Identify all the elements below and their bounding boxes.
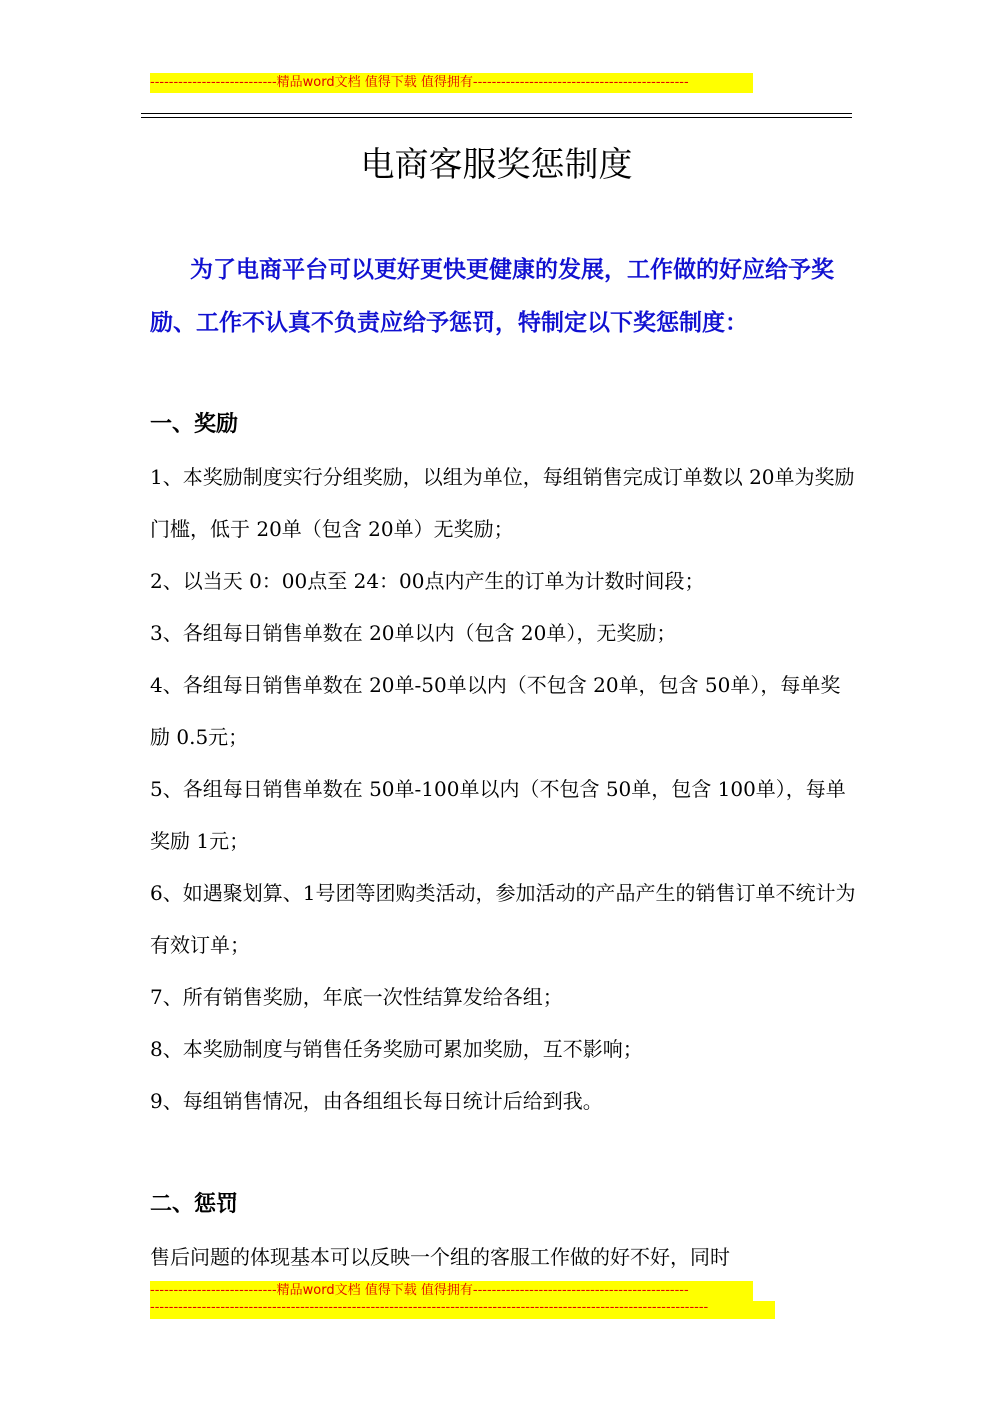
header-banner: ---------------------------精品word文档 值得下载 值得拥有----------------------------------------------	[150, 73, 753, 93]
reward-item: 3、各组每日销售单数在 20单以内（包含 20单），无奖励；	[150, 621, 677, 645]
reward-item: 7、所有销售奖励，年底一次性结算发给各组；	[150, 985, 563, 1009]
reward-item: 5、各组每日销售单数在 50单-100单以内（不包含 50单，包含 100单），每单奖励 1元；	[150, 777, 846, 853]
footer-banner: ---------------------------精品word文档 值得下载 值得拥有----------------------------------------------	[150, 1281, 753, 1301]
reward-heading: 一、奖励	[150, 411, 239, 437]
punish-paragraph: 售后问题的体现基本可以反映一个组的客服工作做的好不好，同时	[150, 1245, 730, 1269]
reward-items	[150, 451, 858, 1127]
header-rule-top	[141, 113, 852, 114]
footer-dash-line: -----------------------------------------------------------------------------------------------------------------------	[150, 1301, 775, 1319]
reward-item: 1、本奖励制度实行分组奖励，以组为单位，每组销售完成订单数以 20单为奖励门槛，低于 20单（包含 20单）无奖励；	[150, 465, 855, 541]
reward-item: 2、以当天 0：00点至 24：00点内产生的订单为计数时间段；	[150, 569, 705, 593]
header-rule-bottom	[141, 117, 852, 118]
punish-heading: 二、惩罚	[150, 1191, 239, 1217]
reward-item: 4、各组每日销售单数在 20单-50单以内（不包含 20单，包含 50单），每单奖励 0.5元；	[150, 673, 841, 749]
reward-item: 6、如遇聚划算、1号团等团购类活动，参加活动的产品产生的销售订单不统计为有效订单；	[150, 881, 856, 957]
reward-item: 9、每组销售情况，由各组组长每日统计后给到我。	[150, 1089, 603, 1113]
document-title: 电商客服奖惩制度	[360, 145, 633, 185]
reward-item: 8、本奖励制度与销售任务奖励可累加奖励，互不影响；	[150, 1037, 643, 1061]
intro-paragraph: 为了电商平台可以更好更快更健康的发展，工作做的好应给予奖励、工作不认真不负责应给予惩罚，特制定以下奖惩制度：	[150, 256, 834, 336]
